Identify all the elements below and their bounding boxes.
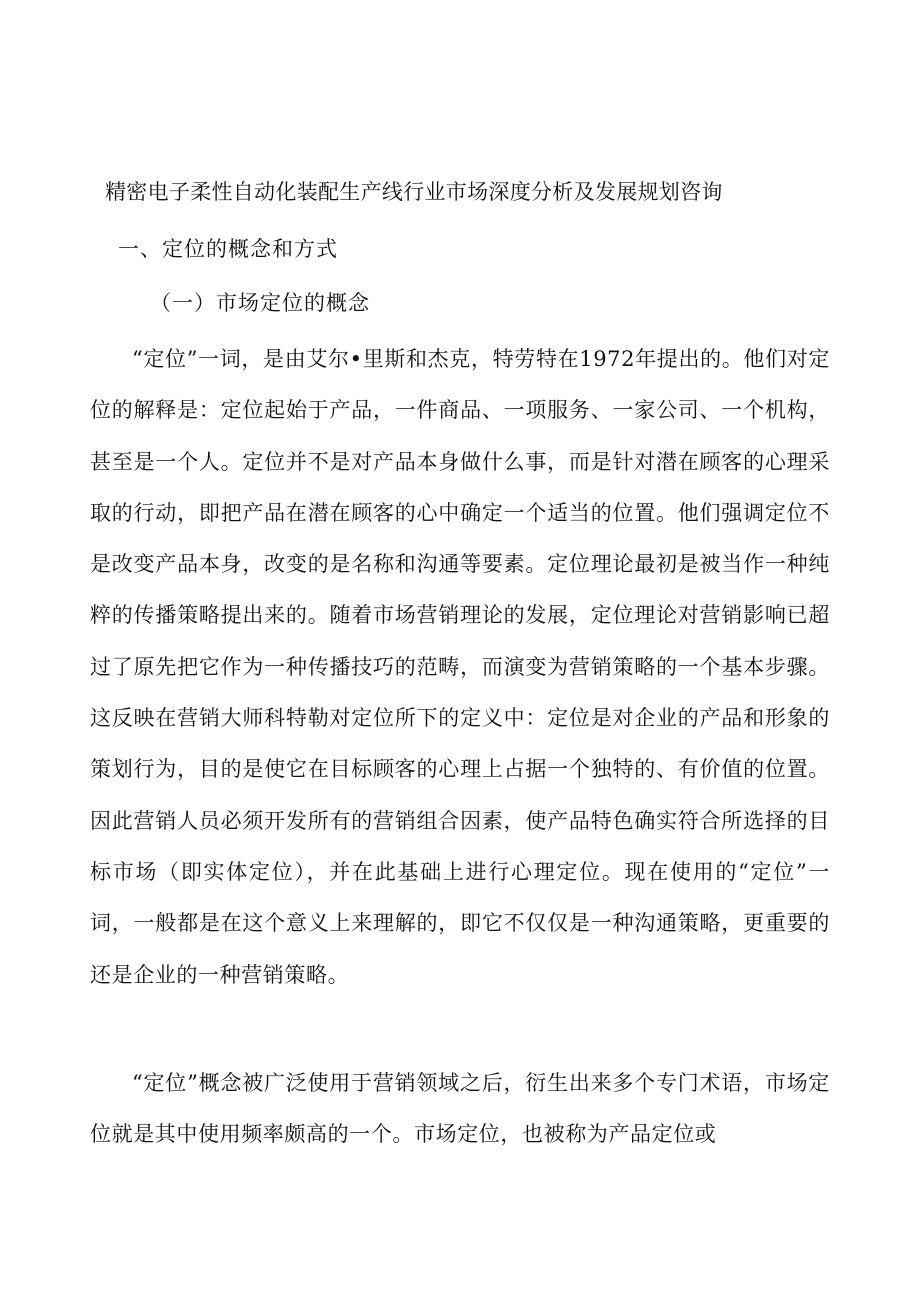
body-paragraph: “定位”概念被广泛使用于营销领域之后，衍生出来多个专门术语，市场定位就是其中使用频率颇高的一个。市场定位，也被称为产品定位或 (90, 1071, 830, 1147)
section-heading: 一、定位的概念和方式 (118, 237, 338, 261)
subsection-heading: （一）市场定位的概念 (150, 291, 370, 315)
document-title: 精密电子柔性自动化装配生产线行业市场深度分析及发展规划咨询 (105, 180, 723, 204)
body-paragraph: “定位”一词，是由艾尔•里斯和杰克，特劳特在1972年提出的。他们对定位的解释是：定位起始于产品，一件商品、一项服务、一家公司、一个机构，甚至是一个人。定位并不是对产品本身做什么事，而是针对潜在顾客的心理采取的行动，即把产品在潜在顾客的心中确定一个适当的位置。他们强调定位不是改变产品本身，改变的是名称和沟通等要素。定位理论最初是被当作一种纯粹的传播策略提出来的。随着市场营销理论的发展，定位理论对营销影响已超过了原先把它作为一种传播技巧的范畴，而演变为营销策略的一个基本步骤。这反映在营销大师科特勒对定位所下的定义中：定位是对企业的产品和形象的策划行为，目的是使它在目标顾客的心理上占据一个独特的、有价值的位置。因此营销人员必须开发所有的营销组合因素，使产品特色确实符合所选择的目标市场（即实体定位），并在此基础上进行心理定位。现在使用的“定位”一词，一般都是在这个意义上来理解的，即它不仅仅是一种沟通策略，更重要的还是企业的一种营销策略。 (90, 347, 830, 987)
